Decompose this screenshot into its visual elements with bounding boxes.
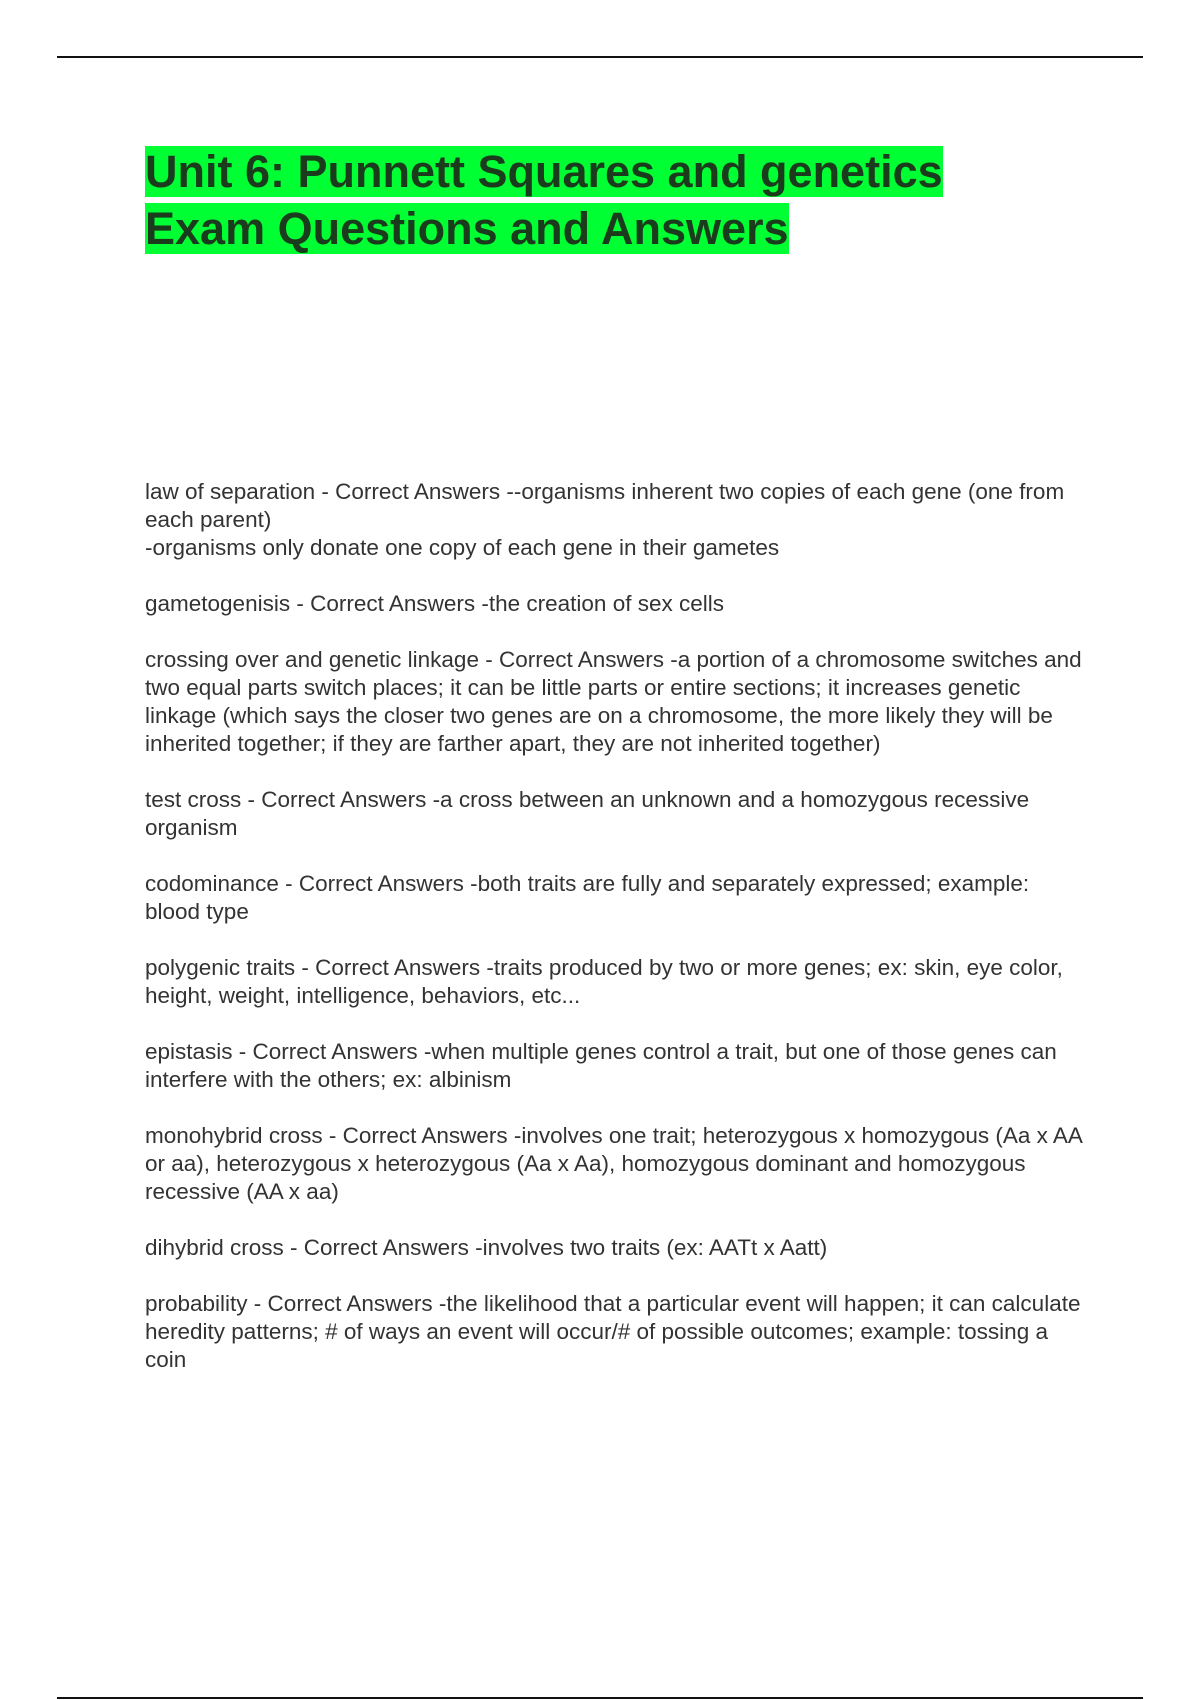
title-line-2: Exam Questions and Answers — [145, 203, 789, 254]
title-line-1: Unit 6: Punnett Squares and genetics — [145, 146, 943, 197]
qa-item-test-cross: test cross - Correct Answers -a cross between an unknown and a homozygous recessive organism — [145, 787, 1030, 840]
page-title — [145, 143, 1065, 257]
qa-item-codominance: codominance - Correct Answers -both traits are fully and separately expressed; example: blood type — [145, 871, 1030, 924]
qa-item-crossing-over: crossing over and genetic linkage - Correct Answers -a portion of a chromosome switches and two equal parts switch places; it can be little parts or entire sections; it increases genetic linkage (which says the closer two genes are on a chromosome, the more likely they will be inherited together; if they are farther apart, they are not inherited together) — [145, 647, 1082, 756]
qa-item-monohybrid-cross: monohybrid cross - Correct Answers -involves one trait; heterozygous x homozygous (Aa x AA or aa), heterozygous x heterozygous (Aa x Aa), homozygous dominant and homozygous recessive (AA x aa) — [145, 1123, 1082, 1204]
qa-item-probability: probability - Correct Answers -the likelihood that a particular event will happen; it can calculate heredity patterns; # of ways an event will occur/# of possible outcomes; example: tossing a coin — [145, 1291, 1081, 1372]
bottom-rule — [57, 1697, 1143, 1699]
qa-item-epistasis: epistasis - Correct Answers -when multiple genes control a trait, but one of those genes can interfere with the others; ex: albinism — [145, 1039, 1057, 1092]
qa-item-gametogenisis: gametogenisis - Correct Answers -the creation of sex cells — [145, 591, 724, 616]
qa-list — [145, 478, 1090, 1402]
qa-item-polygenic-traits: polygenic traits - Correct Answers -traits produced by two or more genes; ex: skin, eye color, height, weight, intelligence, behaviors, etc... — [145, 955, 1063, 1008]
top-rule — [57, 56, 1143, 58]
qa-item-law-of-separation: law of separation - Correct Answers --organisms inherent two copies of each gene (one from each parent) -organisms only donate one copy of each gene in their gametes — [145, 479, 1065, 560]
qa-item-dihybrid-cross: dihybrid cross - Correct Answers -involves two traits (ex: AATt x Aatt) — [145, 1235, 828, 1260]
